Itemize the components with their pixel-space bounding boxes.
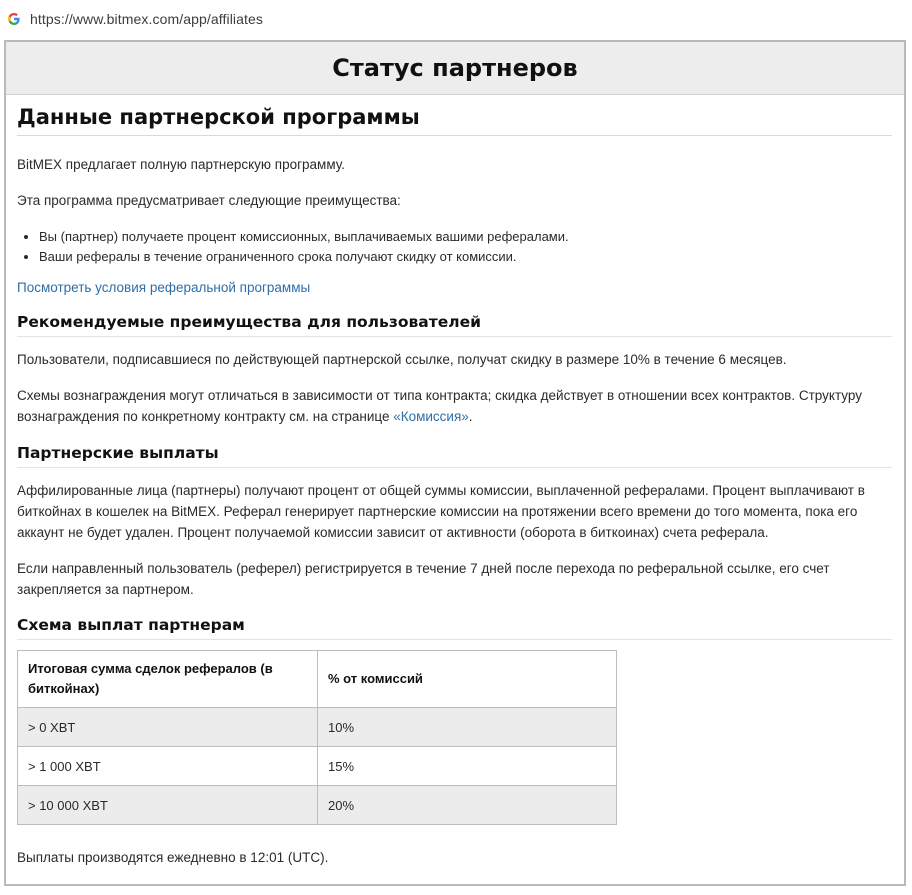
column-header-percent: % от комиссий xyxy=(318,651,617,708)
column-header-volume: Итоговая сумма сделок рефералов (в биткойнах) xyxy=(18,651,318,708)
benefits-intro-text: Эта программа предусматривает следующие преимущества: xyxy=(17,193,401,208)
intro-text: BitMEX предлагает полную партнерскую программу. xyxy=(17,157,345,172)
referral-assignment-text: Если направленный пользователь (реферел) регистрируется в течение 7 дней после перехода по реферальной ссылке, его счет закрепляется за партнером. xyxy=(17,561,830,597)
payout-time-text: Выплаты производятся ежедневно в 12:01 (UTC). xyxy=(17,850,329,865)
url-text: https://www.bitmex.com/app/affiliates xyxy=(30,11,263,27)
table-header-row xyxy=(18,651,617,708)
reward-structure-text-start: Схемы вознаграждения могут отличаться в зависимости от типа контракта; скидка действует в отношении всех контрактов. Структуру вознаграждения по конкретному контракту см. на странице xyxy=(17,388,862,424)
referral-benefits-heading: Рекомендуемые преимущества для пользователей xyxy=(17,313,892,337)
table-row xyxy=(18,708,617,747)
table-cell: > 0 XBT xyxy=(18,708,318,747)
page-title: Статус партнеров xyxy=(332,54,578,82)
referral-discount-text: Пользователи, подписавшиеся по действующей партнерской ссылке, получат скидку в размере 10% в течение 6 месяцев. xyxy=(17,352,787,367)
table-cell: 20% xyxy=(318,786,617,825)
commission-link[interactable]: «Комиссия» xyxy=(393,409,469,424)
panel-content xyxy=(6,95,904,868)
google-g-icon xyxy=(6,11,22,27)
list-item: • Вы (партнер) получаете процент комиссионных, выплачиваемых вашими рефералами. xyxy=(39,227,892,247)
table-row xyxy=(18,747,617,786)
payout-schedule-heading: Схема выплат партнерам xyxy=(17,616,892,640)
reward-structure-text xyxy=(17,385,892,427)
payouts-heading: Партнерские выплаты xyxy=(17,444,892,468)
panel-title-bar xyxy=(6,42,904,95)
reward-structure-text-end: . xyxy=(468,409,473,424)
referral-terms-link[interactable]: Посмотреть условия реферальной программы xyxy=(17,280,311,295)
browser-address-bar[interactable] xyxy=(0,0,912,38)
program-heading: Данные партнерской программы xyxy=(17,105,892,136)
list-item: • Ваши рефералы в течение ограниченного срока получают скидку от комиссии. xyxy=(39,247,892,267)
table-cell: > 10 000 XBT xyxy=(18,786,318,825)
payout-schedule-table xyxy=(17,650,617,825)
affiliate-status-panel xyxy=(4,40,906,886)
table-cell: 15% xyxy=(318,747,617,786)
table-cell: > 1 000 XBT xyxy=(18,747,318,786)
table-row xyxy=(18,786,617,825)
payouts-text: Аффилированные лица (партнеры) получают процент от общей суммы комиссии, выплаченной рефералами. Процент выплачивают в биткойнах в кошелек на BitMEX. Реферал генерирует партнерские комиссии на протяжении всего времени до того момента, пока его аккаунт не будет удален. Процент получаемой комиссии зависит от активности (оборота в биткоинах) счета реферала. xyxy=(17,483,865,540)
table-cell: 10% xyxy=(318,708,617,747)
benefits-list xyxy=(17,227,892,267)
